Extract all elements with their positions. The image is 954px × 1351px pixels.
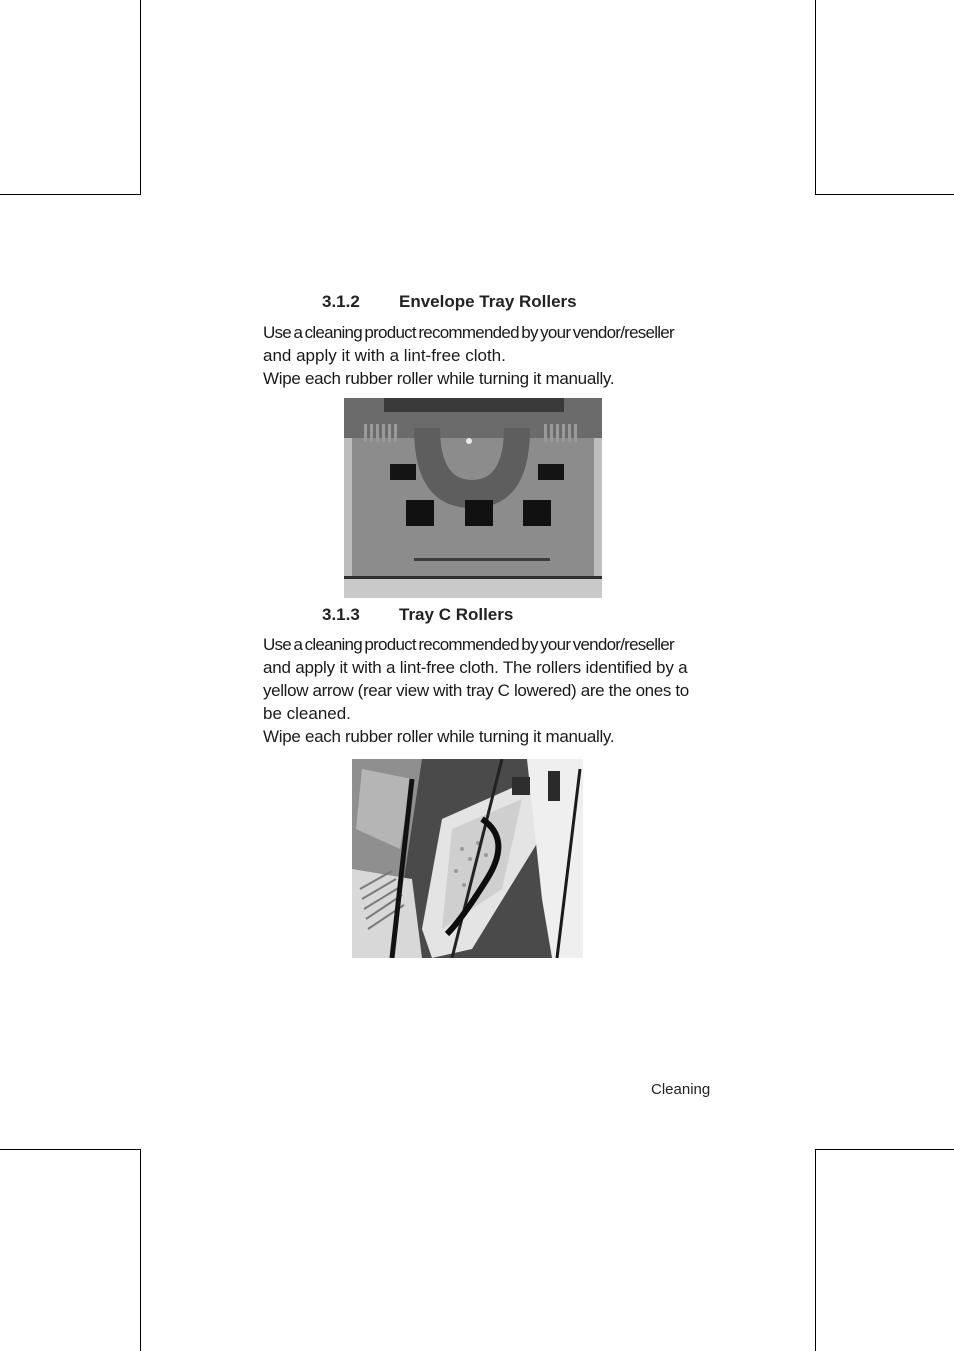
envelope-tray-illustration (344, 398, 602, 598)
crop-mark (815, 0, 816, 195)
body-line: Use a cleaning product recommended by your vendor/reseller (263, 635, 674, 654)
section-heading (322, 605, 513, 625)
section-title: Tray C Rollers (399, 605, 514, 624)
section-title: Envelope Tray Rollers (399, 292, 577, 311)
body-line: Wipe each rubber roller while turning it manually. (263, 369, 615, 388)
body-line: yellow arrow (rear view with tray C lowered) are the ones to (263, 681, 689, 700)
tray-c-illustration (352, 759, 583, 958)
crop-mark (140, 1149, 141, 1351)
crop-mark (0, 1149, 141, 1150)
body-line: Use a cleaning product recommended by your vendor/reseller (263, 323, 674, 342)
crop-mark (140, 0, 141, 195)
body-line: be cleaned. (263, 704, 351, 723)
section-heading (322, 292, 577, 312)
footer-label: Cleaning (651, 1081, 711, 1098)
section-body (263, 633, 747, 748)
tray-c-photo (352, 759, 583, 958)
crop-mark (815, 1149, 816, 1351)
section-number: 3.1.2 (322, 292, 360, 311)
crop-mark (815, 194, 954, 195)
section-body (263, 321, 747, 390)
body-line: and apply it with a lint-free cloth. The rollers identified by a (263, 658, 688, 677)
body-line: Wipe each rubber roller while turning it manually. (263, 727, 615, 746)
envelope-tray-photo (344, 398, 602, 598)
crop-mark (0, 194, 141, 195)
crop-mark (815, 1149, 954, 1150)
section-number: 3.1.3 (322, 605, 360, 624)
body-line: and apply it with a lint-free cloth. (263, 346, 506, 365)
